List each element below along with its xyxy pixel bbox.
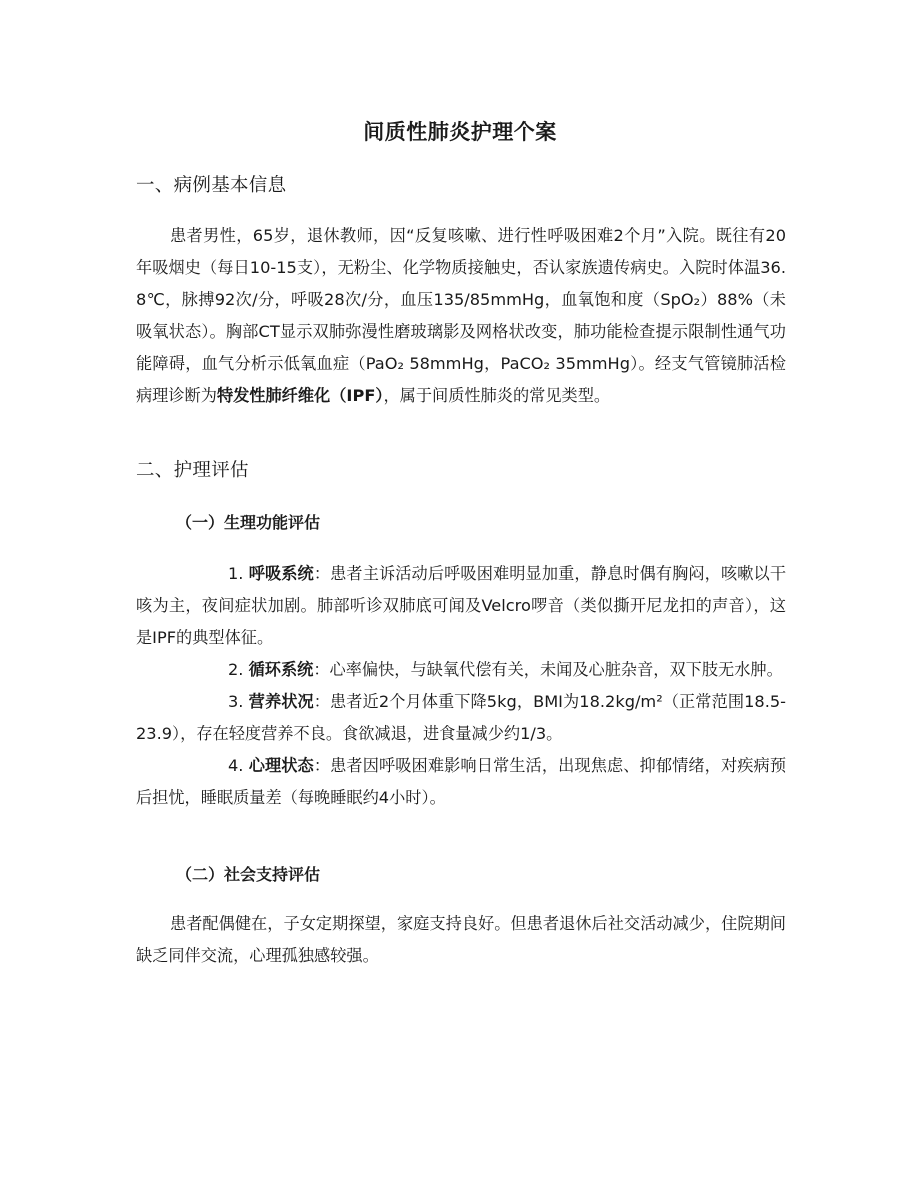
item-label: 呼吸系统 [248, 564, 314, 583]
case-info-paragraph [136, 220, 786, 412]
subsection-heading-physiological: （一）生理功能评估 [176, 513, 321, 532]
case-info-text: 患者男性，65岁，退休教师，因“反复咳嗽、进行性呼吸困难2个月”入院。既往有20年吸烟史（每日10-15支），无粉尘、化学物质接触史，否认家族遗传病史。入院时体温36.8℃，脉搏92次/分，呼吸28次/分，血压135/85mmHg，血氧饱和度（SpO₂）88%（未吸氧状态）。胸部CT显示双肺弥漫性磨玻璃影及网格状改变，肺功能检查提示限制性通气功能障碍，血气分析示低氧血症（PaO₂ 58mmHg，PaCO₂ 35mmHg）。经支气管镜肺活检病理诊断为 [136, 226, 786, 405]
item-text: ：患者主诉活动后呼吸困难明显加重，静息时偶有胸闷，咳嗽以干咳为主，夜间症状加剧。肺部听诊双肺底可闻及Velcro啰音（类似撕开尼龙扣的声音），这是IPF的典型体征。 [136, 564, 787, 647]
item-text: ：患者因呼吸困难影响日常生活，出现焦虑、抑郁情绪，对疾病预后担忧，睡眠质量差（每晚睡眠约4小时）。 [136, 756, 787, 807]
item-label: 心理状态 [248, 756, 314, 775]
diagnosis-bold: 特发性肺纤维化（IPF） [216, 386, 384, 405]
social-support-paragraph: 患者配偶健在，子女定期探望，家庭支持良好。但患者退休后社交活动减少，住院期间缺乏同伴交流，心理孤独感较强。 [136, 914, 786, 965]
list-item [136, 750, 786, 814]
case-info-text-end: ，属于间质性肺炎的常见类型。 [383, 386, 611, 405]
list-item [136, 686, 786, 750]
list-item [136, 558, 786, 654]
item-number: 1. [228, 564, 249, 583]
item-label: 营养状况 [248, 692, 314, 711]
item-label: 循环系统 [248, 660, 314, 679]
section-heading-case-info: 一、病例基本信息 [136, 175, 287, 196]
physiological-list [0, 558, 920, 814]
document-title: 间质性肺炎护理个案 [363, 120, 557, 144]
item-text: ：心率偏快，与缺氧代偿有关，未闻及心脏杂音，双下肢无水肿。 [313, 660, 783, 679]
subsection-heading-social-support: （二）社会支持评估 [176, 865, 321, 884]
item-text: ：患者近2个月体重下降5kg，BMI为18.2kg/m²（正常范围18.5-23.9），存在轻度营养不良。食欲减退，进食量减少约1/3。 [136, 692, 786, 743]
section-heading-nursing-assessment: 二、护理评估 [136, 460, 249, 481]
item-number: 2. [228, 660, 249, 679]
list-item [136, 654, 786, 686]
item-number: 3. [228, 692, 249, 711]
item-number: 4. [228, 756, 249, 775]
